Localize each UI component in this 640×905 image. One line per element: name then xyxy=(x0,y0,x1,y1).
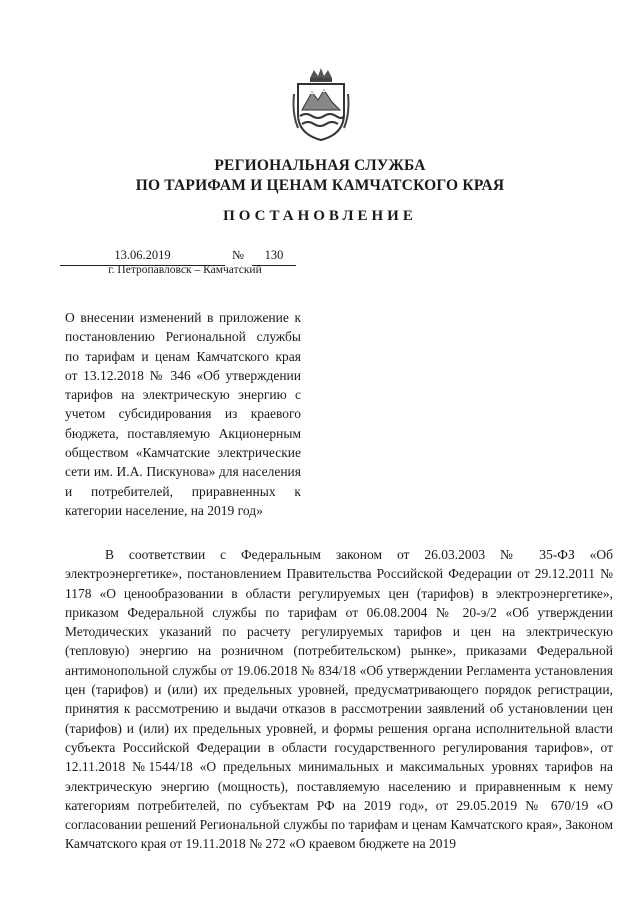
document-city: г. Петропавловск – Камчатский xyxy=(108,264,262,276)
document-type-title: ПОСТАНОВЛЕНИЕ xyxy=(223,208,417,224)
org-name-line2: ПО ТАРИФАМ И ЦЕНАМ КАМЧАТСКОГО КРАЯ xyxy=(135,177,505,194)
document-body: В соответствии с Федеральным законом от 26.03.2003 № 35-ФЗ «Об электроэнергетике», постановлением Правительства Российской Федерации от 29.12.2011 № 1178 «О ценообразовании в области регулируемых цен (тарифов) в электроэнергетике», приказом Федеральной службы по тарифам от 06.08.2004 № 20-э/2 «Об утверждении Методических указаний по расчету регулируемых тарифов и цен на электрическую (тепловую) энергию на розничном (потребительском) рынке», приказами Федеральной антимонопольной службы от 19.06.2018 № 834/18 «Об утверждении Регламента установления цен (тарифов) и (или) их предельных уровней, предусматривающего порядок регистрации, принятия к рассмотрению и выдачи отказов в рассмотрении заявлений об установлении цен (тарифов) и (или) их предельных уровней, и формы решения органа исполнительной власти субъекта Российской Федерации в области государственного регулирования тарифов», от 12.11.2018 №1544/18 «О предельных минимальных и максимальных уровнях тарифов на электрическую энергию (мощность), поставляемую населению и приравненным к нему категориям потребителей, по субъектам РФ на 2019 год», от 29.05.2019 № 670/19 «О согласовании решений Региональной службы по тарифам и ценам Камчатского края», Законом Камчатского края от 19.11.2018 № 272 «О краевом бюджете на 2019 xyxy=(65,547,613,852)
kamchatka-coat-of-arms-icon xyxy=(292,64,350,144)
number-sign: № xyxy=(232,248,244,262)
org-name-line1: РЕГИОНАЛЬНАЯ СЛУЖБА xyxy=(214,157,426,174)
document-date: 13.06.2019 xyxy=(60,248,225,266)
document-number: 130 xyxy=(252,248,296,266)
document-subject: О внесении изменений в приложение к постановлению Региональной службы по тарифам и ценам Камчатского края от 13.12.2018 № 346 «Об утверждении тарифов на электрическую энергию с учетом субсидирования из краевого бюджета, поставляемую Акционерным обществом «Камчатские электрические сети им. И.А. Пискунова» для населения и потребителей, приравненных к категории население, на 2019 год» xyxy=(65,310,301,518)
